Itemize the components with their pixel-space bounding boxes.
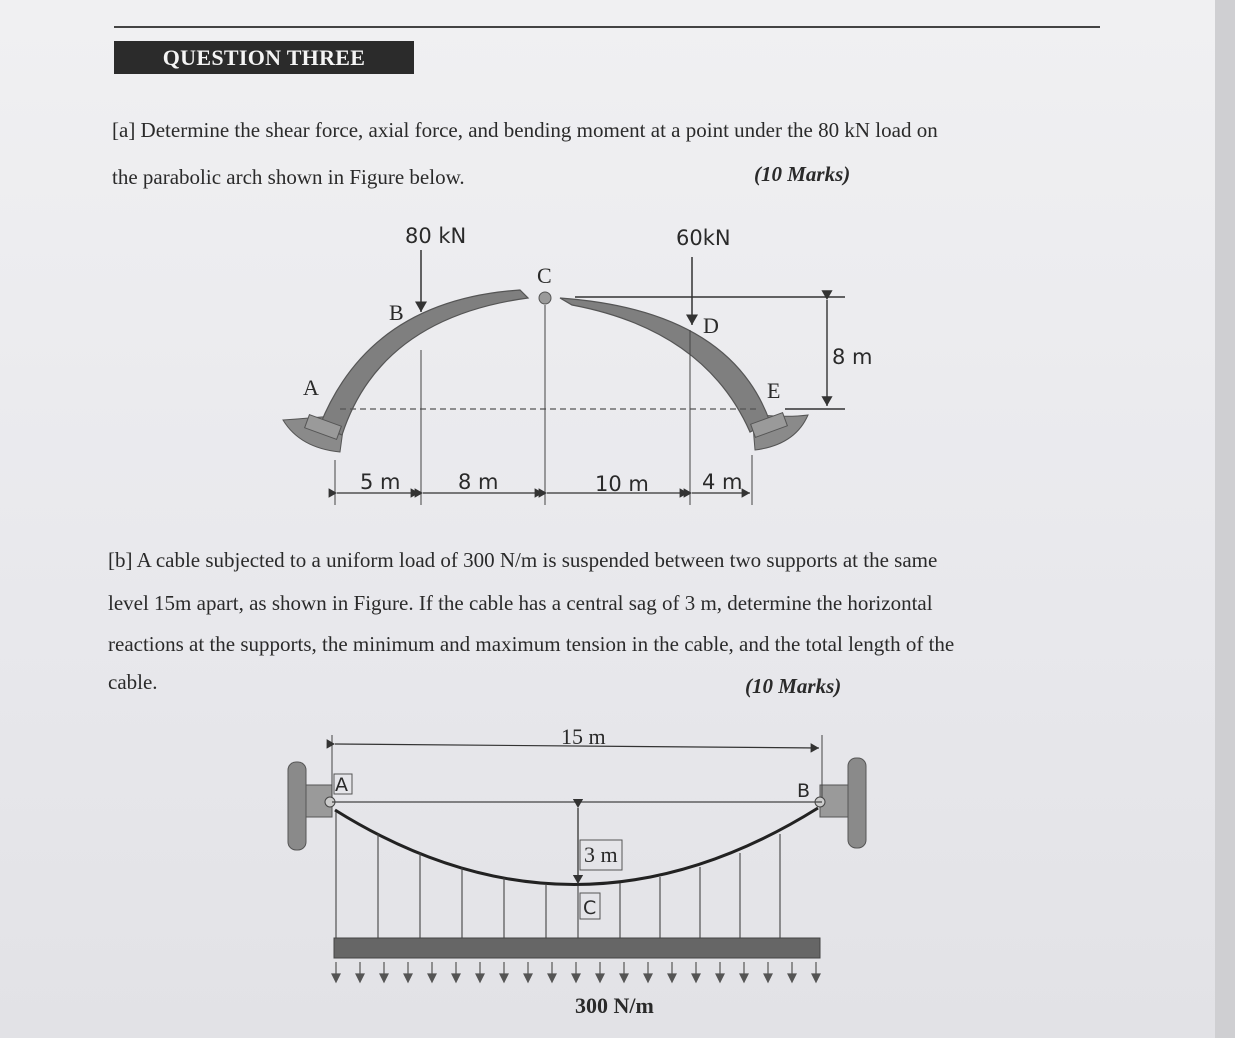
span-label-1: 5 m: [360, 470, 401, 494]
part-b-line-2: level 15m apart, as shown in Figure. If the cable has a central sag of 3 m, determine the horizontal: [108, 591, 933, 615]
cable-load-label: 300 N/m: [575, 993, 654, 1018]
arch-point-c: C: [537, 263, 552, 288]
deck-beam: [334, 938, 820, 958]
arch-point-a: A: [303, 375, 319, 400]
arch-point-e: E: [767, 378, 781, 403]
cable-span-label: 15 m: [561, 724, 606, 749]
cable-hangers: [336, 812, 780, 938]
part-a-line-1: [a] Determine the shear force, axial force, and bending moment at a point under the 80 kN load on: [112, 118, 938, 142]
part-b-line-4: cable.: [108, 670, 158, 694]
cable-point-c: C: [583, 897, 597, 919]
sag-label: 3 m: [584, 842, 618, 867]
span-label-2: 8 m: [458, 470, 499, 494]
question-heading: QUESTION THREE: [114, 41, 414, 74]
part-b-marks: (10 Marks): [745, 674, 842, 698]
cable-curve: [335, 808, 818, 885]
part-a-marks: (10 Marks): [754, 162, 851, 186]
rise-label: 8 m: [832, 345, 873, 369]
cable-support-right: [848, 758, 866, 848]
part-b-line-3: reactions at the supports, the minimum and maximum tension in the cable, and the total length of the: [108, 632, 955, 656]
arch-point-b: B: [389, 300, 404, 325]
load-label-80kn: 80 kN: [405, 224, 467, 248]
cable-support-left: [288, 762, 306, 850]
part-a-line-2: the parabolic arch shown in Figure below.: [112, 165, 465, 189]
load-label-60kn: 60kN: [676, 226, 731, 250]
span-label-4: 4 m: [702, 470, 743, 494]
arch-point-d: D: [703, 313, 719, 338]
cable-point-b: B: [797, 780, 811, 802]
cable-point-a: A: [335, 774, 348, 796]
part-b-line-1: [b] A cable subjected to a uniform load of 300 N/m is suspended between two supports at the same: [108, 548, 938, 572]
span-label-3: 10 m: [595, 472, 649, 496]
distributed-load-arrows: [332, 962, 820, 982]
